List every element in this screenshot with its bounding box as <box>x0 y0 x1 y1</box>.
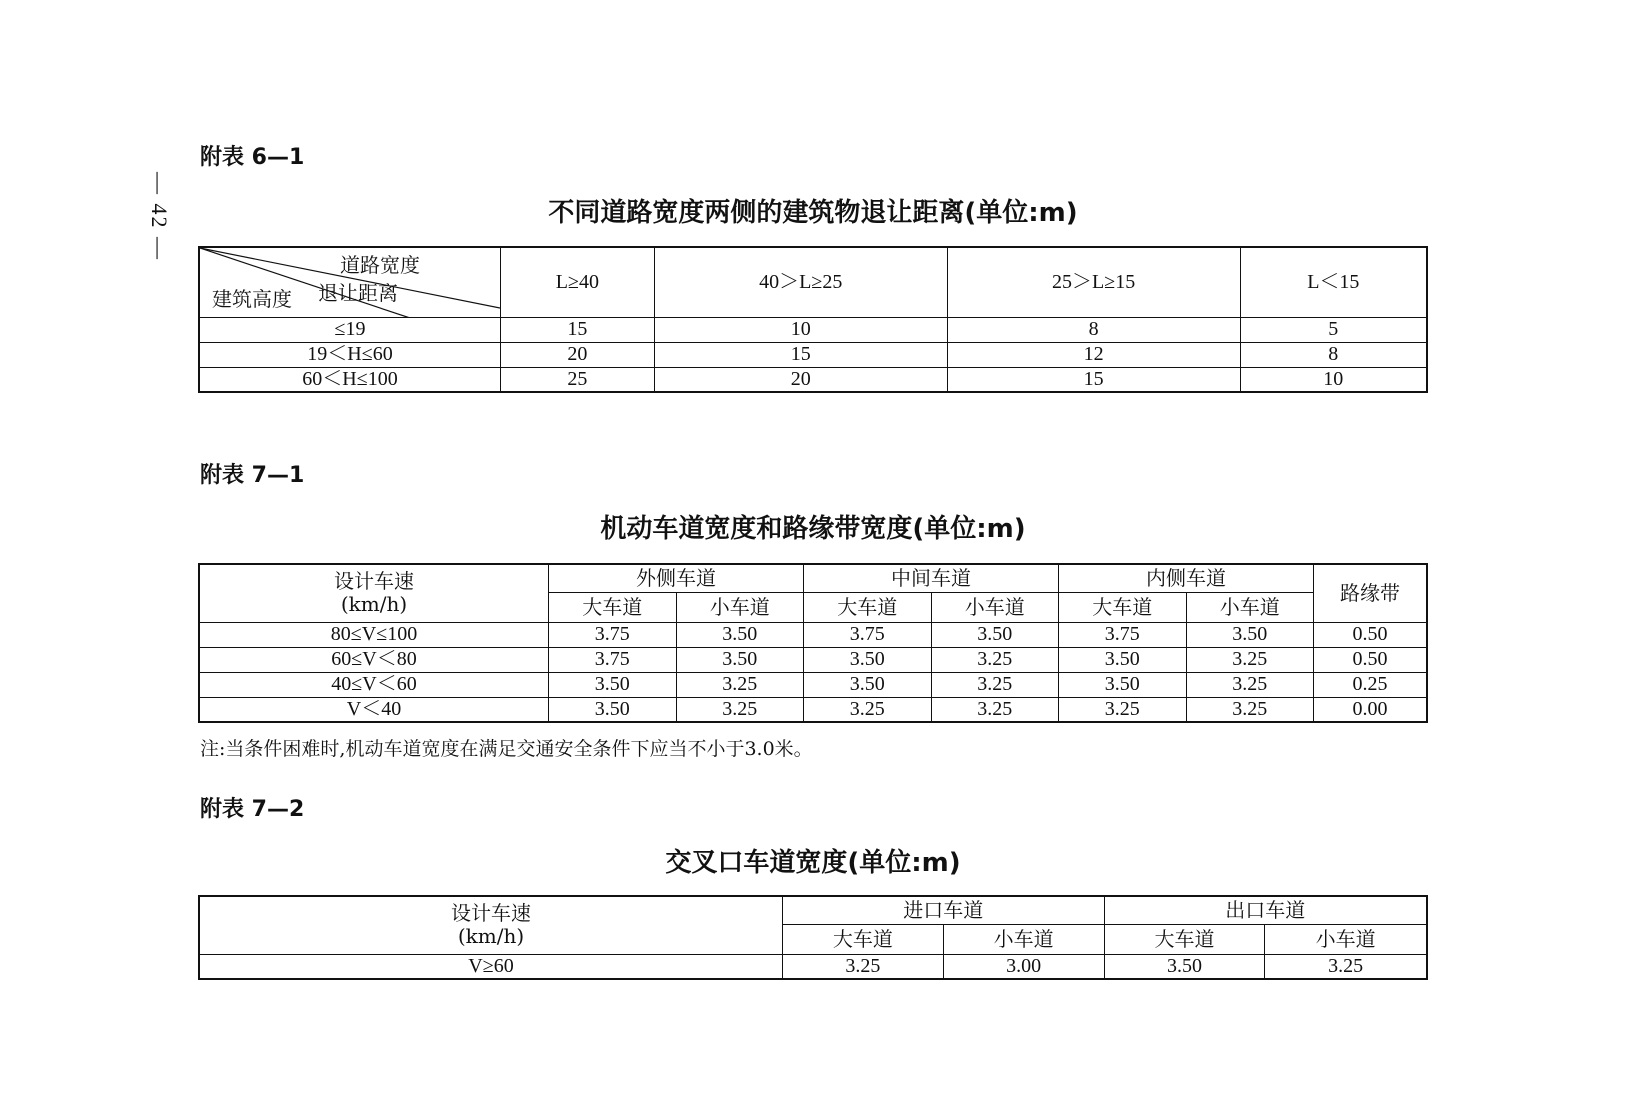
row-label: 60≤V＜80 <box>199 647 549 672</box>
row-label: 40≤V＜60 <box>199 672 549 697</box>
corner-road-width: 道路宽度 <box>340 253 420 277</box>
sub-small-lane: 小车道 <box>676 592 804 622</box>
table-row <box>199 342 1427 367</box>
cell: 3.50 <box>549 672 677 697</box>
speed-header-text: 设计车速 <box>334 569 414 594</box>
speed-header-text: 设计车速 <box>451 901 531 926</box>
page-number: — 42 — <box>147 172 172 261</box>
cell: 10 <box>1240 367 1427 392</box>
table3-title: 交叉口车道宽度(单位:m) <box>665 848 961 878</box>
speed-unit-text: (km/h) <box>340 592 408 617</box>
table2-title: 机动车道宽度和路缘带宽度(单位:m) <box>600 514 1026 544</box>
cell: 3.25 <box>931 647 1059 672</box>
table3-label: 附表 7—2 <box>200 797 305 822</box>
cell: 3.25 <box>1186 672 1314 697</box>
cell: 0.00 <box>1314 697 1428 722</box>
cell: 15 <box>947 367 1240 392</box>
cell: 3.25 <box>931 672 1059 697</box>
intersection-lane-table <box>198 895 1428 980</box>
cell: 3.50 <box>549 697 677 722</box>
table-row <box>199 697 1427 722</box>
curb-header: 路缘带 <box>1314 564 1428 622</box>
sub-small-lane: 小车道 <box>931 592 1059 622</box>
cell: 3.25 <box>1059 697 1187 722</box>
group-inner-lane: 内侧车道 <box>1059 564 1314 592</box>
cell: 3.25 <box>783 954 944 979</box>
cell: 3.50 <box>676 622 804 647</box>
row-label: V＜40 <box>199 697 549 722</box>
sub-small-lane: 小车道 <box>1265 924 1427 954</box>
row-label: 19＜H≤60 <box>199 342 501 367</box>
cell: 20 <box>654 367 947 392</box>
table2-note: 注:当条件困难时,机动车道宽度在满足交通安全条件下应当不小于3.0米。 <box>200 738 813 760</box>
cell: 15 <box>654 342 947 367</box>
speed-header-cell <box>199 564 549 622</box>
cell: 3.25 <box>1265 954 1427 979</box>
group-entry-lane: 进口车道 <box>783 896 1105 924</box>
table-row <box>199 317 1427 342</box>
cell: 12 <box>947 342 1240 367</box>
cell: 3.50 <box>804 672 932 697</box>
cell: 10 <box>654 317 947 342</box>
group-middle-lane: 中间车道 <box>804 564 1059 592</box>
cell: 20 <box>501 342 655 367</box>
cell: 3.50 <box>931 622 1059 647</box>
cell: 3.75 <box>1059 622 1187 647</box>
cell: 3.25 <box>676 672 804 697</box>
cell: 3.50 <box>1059 672 1187 697</box>
cell: 3.25 <box>804 697 932 722</box>
table-row <box>199 622 1427 647</box>
lane-width-table <box>198 563 1428 723</box>
building-setback-table <box>198 246 1428 393</box>
cell: 3.00 <box>943 954 1104 979</box>
group-exit-lane: 出口车道 <box>1104 896 1427 924</box>
col-header: L≥40 <box>501 247 655 317</box>
table-row <box>199 367 1427 392</box>
sub-large-lane: 大车道 <box>783 924 944 954</box>
table2-label: 附表 7—1 <box>200 463 305 488</box>
sub-large-lane: 大车道 <box>1059 592 1187 622</box>
table-row <box>199 954 1427 979</box>
row-label: V≥60 <box>199 954 783 979</box>
cell: 3.50 <box>1059 647 1187 672</box>
cell: 0.50 <box>1314 622 1428 647</box>
cell: 3.25 <box>1186 697 1314 722</box>
cell: 0.25 <box>1314 672 1428 697</box>
sub-small-lane: 小车道 <box>1186 592 1314 622</box>
table1-title: 不同道路宽度两侧的建筑物退让距离(单位:m) <box>548 198 1078 228</box>
cell: 3.75 <box>549 647 677 672</box>
cell: 5 <box>1240 317 1427 342</box>
speed-unit-text: (km/h) <box>457 924 525 949</box>
cell: 0.50 <box>1314 647 1428 672</box>
corner-header-cell <box>199 247 501 317</box>
group-outer-lane: 外侧车道 <box>549 564 804 592</box>
table-row <box>199 647 1427 672</box>
row-label: ≤19 <box>199 317 501 342</box>
speed-header-cell <box>199 896 783 954</box>
row-label: 80≤V≤100 <box>199 622 549 647</box>
sub-small-lane: 小车道 <box>943 924 1104 954</box>
col-header: 25＞L≥15 <box>947 247 1240 317</box>
cell: 3.25 <box>931 697 1059 722</box>
table-row <box>199 672 1427 697</box>
corner-setback-distance: 退让距离 <box>318 281 398 305</box>
cell: 3.50 <box>676 647 804 672</box>
cell: 3.50 <box>1186 622 1314 647</box>
table1-label: 附表 6—1 <box>200 145 305 170</box>
row-label: 60＜H≤100 <box>199 367 501 392</box>
cell: 3.25 <box>676 697 804 722</box>
col-header: L＜15 <box>1240 247 1427 317</box>
cell: 8 <box>1240 342 1427 367</box>
cell: 3.50 <box>1104 954 1265 979</box>
col-header: 40＞L≥25 <box>654 247 947 317</box>
corner-building-height: 建筑高度 <box>212 287 292 311</box>
cell: 3.25 <box>1186 647 1314 672</box>
sub-large-lane: 大车道 <box>549 592 677 622</box>
cell: 25 <box>501 367 655 392</box>
cell: 15 <box>501 317 655 342</box>
cell: 3.75 <box>549 622 677 647</box>
cell: 3.50 <box>804 647 932 672</box>
sub-large-lane: 大车道 <box>1104 924 1265 954</box>
cell: 8 <box>947 317 1240 342</box>
cell: 3.75 <box>804 622 932 647</box>
sub-large-lane: 大车道 <box>804 592 932 622</box>
